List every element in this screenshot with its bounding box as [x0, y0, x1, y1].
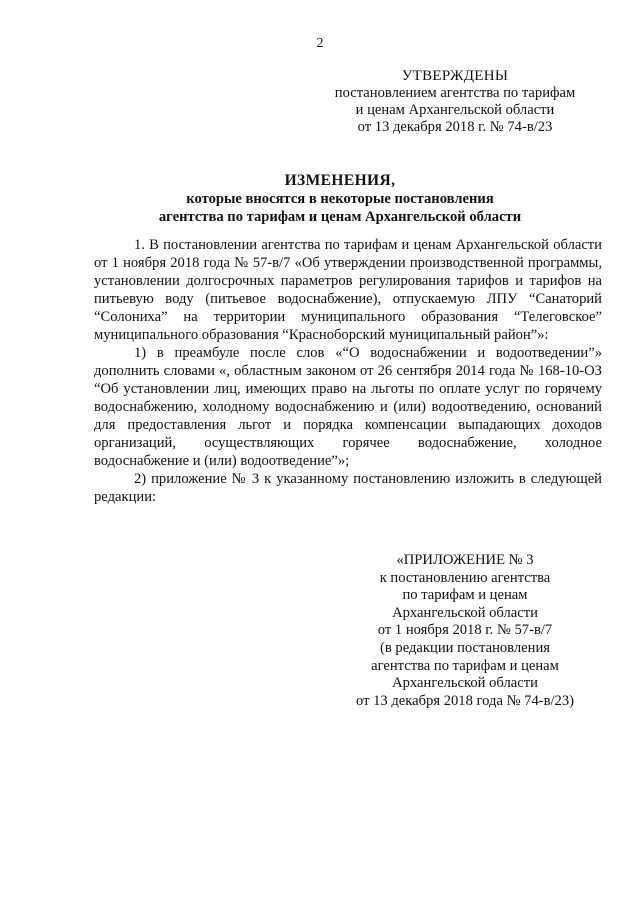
heading-title: ИЗМЕНЕНИЯ, — [284, 172, 396, 189]
approval-line: от 13 декабря 2018 г. № 74-в/23 — [357, 119, 553, 135]
appendix-line: (в редакции постановления — [380, 639, 550, 656]
approval-block — [330, 68, 580, 136]
page-number: 2 — [316, 36, 324, 51]
body-paragraph: 1. В постановлении агентства по тарифам и ценам Архангельской области от 1 ноября 2018 года № 57-в/7 «Об утверждении производственной программы, установлении долгосрочных параметров регулирования тарифов и тарифов на питьевую воду (питьевое водоснабжение), отпускаемую ЛПУ “Санаторий “Солониха” на территории муниципального образования “Телеговское” муниципального образования “Красноборский муниципальный район”»: — [94, 237, 602, 343]
appendix-line: по тарифам и ценам — [402, 587, 528, 604]
appendix-line: от 13 декабря 2018 года № 74-в/23) — [355, 692, 574, 709]
body-paragraph: 2) приложение № 3 к указанному постановлению изложить в следующей редакции: — [94, 471, 602, 505]
appendix-block — [330, 552, 600, 710]
approval-line: и ценам Архангельской области — [355, 102, 555, 118]
appendix-line: агентства по тарифам и ценам — [371, 657, 559, 674]
appendix-line: Архангельской области — [392, 604, 538, 621]
heading-line: агентства по тарифам и ценам Архангельской области — [158, 209, 522, 225]
document-body — [94, 236, 602, 506]
heading-line: которые вносятся в некоторые постановления — [186, 191, 494, 207]
appendix-line: от 1 ноября 2018 г. № 57-в/7 — [377, 622, 553, 639]
appendix-line: к постановлению агентства — [379, 569, 551, 586]
approval-title: УТВЕРЖДЕНЫ — [401, 68, 509, 84]
document-heading — [80, 172, 600, 226]
approval-line: постановлением агентства по тарифам — [334, 85, 576, 101]
body-paragraph: 1) в преамбуле после слов «“О водоснабжении и водоотведении”» дополнить словами «, областным законом от 26 сентября 2014 года № 168-10-ОЗ “Об установлении лиц, имеющих право на льготы по оплате услуг по горячему водоснабжению, холодному водоснабжению и (или) водоотведению, оснований для предоставления льгот и порядка компенсации выпадающих доходов организаций, осуществляющих горячее водоснабжение, холодное водоснабжение и (или) водоотведение”»; — [94, 345, 602, 469]
appendix-line: Архангельской области — [392, 675, 538, 692]
appendix-title: «ПРИЛОЖЕНИЕ № 3 — [396, 552, 534, 568]
